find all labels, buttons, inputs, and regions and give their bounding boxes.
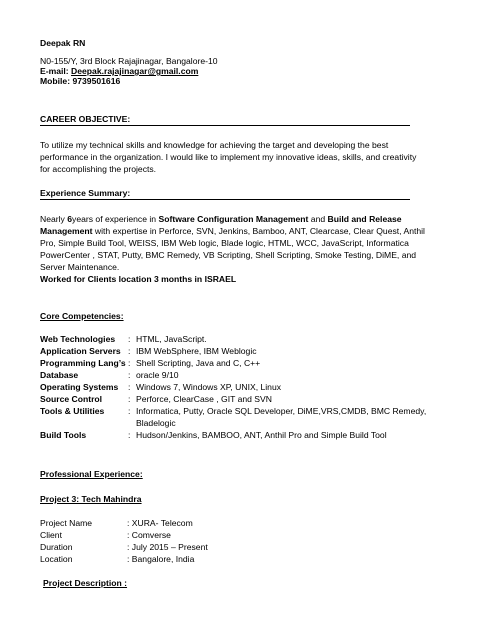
mobile: Mobile: 9739501616 (40, 76, 121, 86)
competency-label: Operating Systems (40, 382, 119, 392)
competency-label: Database (40, 370, 79, 380)
competency-label: Web Technologies (40, 334, 116, 344)
experience-line-6: Worked for Clients location 3 months in ISRAEL (40, 274, 237, 284)
exp-management: Management (40, 226, 93, 236)
exp-text: with expertise in Perforce, SVN, Jenkins, Bamboo, ANT, Clearcase, Clear Quest, Anthil (92, 226, 425, 236)
career-objective-heading: CAREER OBJECTIVE: (40, 114, 131, 124)
competency-label: Tools & Utilities (40, 406, 105, 416)
competency-colon: : (128, 406, 131, 416)
experience-summary-heading: Experience Summary: (40, 188, 131, 198)
competency-value: HTML, JavaScript. (136, 334, 207, 344)
competency-label: Application Servers (40, 346, 121, 356)
experience-line-4: PowerCenter , STAT, Putty, BMC Remedy, VB Scripting, Shell Scripting, Smoke Testing, DiME, and (40, 250, 417, 260)
address: N0-155/Y, 3rd Block Rajajinagar, Bangalore-10 (40, 56, 218, 66)
project-description-heading: Project Description : (43, 578, 128, 588)
experience-line-1 (40, 213, 402, 225)
competency-colon: : (128, 334, 131, 344)
experience-line-2 (40, 225, 425, 237)
career-line-1: To utilize my technical skills and knowledge for achieving the target and developing the best (40, 140, 389, 150)
project-field-value: : Comverse (127, 530, 171, 540)
experience-line-5: Server Maintenance. (40, 262, 120, 272)
competency-value: Hudson/Jenkins, BAMBOO, ANT, Anthil Pro and Simple Build Tool (136, 430, 387, 440)
project-field-label: Project Name (40, 518, 93, 528)
competency-value: Windows 7, Windows XP, UNIX, Linux (136, 382, 282, 392)
exp-text: Nearly (40, 214, 68, 224)
competency-colon: : (128, 382, 131, 392)
core-competencies-heading: Core Competencies: (40, 311, 124, 321)
competency-value: oracle 9/10 (136, 370, 179, 380)
candidate-name: Deepak RN (40, 38, 86, 48)
competency-colon: : (128, 346, 131, 356)
project-field-value: : Bangalore, India (127, 554, 195, 564)
competency-colon: : (128, 358, 131, 368)
competency-label: Build Tools (40, 430, 87, 440)
project-title: Project 3: Tech Mahindra (40, 494, 142, 504)
project-field-label: Client (40, 530, 62, 540)
competency-label: Programming Lang’s (40, 358, 126, 368)
project-field-value: : XURA- Telecom (127, 518, 193, 528)
email-label: E-mail: (40, 66, 72, 76)
career-divider (40, 125, 410, 126)
competency-value: Informatica, Putty, Oracle SQL Developer, DiME,VRS,CMDB, BMC Remedy, Bladelogic (136, 406, 427, 428)
competency-label: Source Control (40, 394, 103, 404)
exp-scm: Software Configuration Management (158, 214, 309, 224)
competency-value: Perforce, ClearCase , GIT and SVN (136, 394, 272, 404)
professional-experience-heading: Professional Experience: (40, 469, 143, 479)
project-field-label: Duration (40, 542, 73, 552)
experience-divider (40, 199, 410, 200)
email-link[interactable]: Deepak.rajajinagar@gmail.com (71, 66, 199, 76)
competency-value: IBM WebSphere, IBM Weblogic (136, 346, 257, 356)
competency-colon: : (128, 370, 131, 380)
exp-text: and (308, 214, 328, 224)
competency-value: Shell Scripting, Java and C, C++ (136, 358, 261, 368)
career-line-3: for accomplishing the projects. (40, 164, 157, 174)
competency-colon: : (128, 394, 131, 404)
exp-years: 6 (67, 214, 73, 224)
exp-text: years of experience in (72, 214, 159, 224)
experience-line-3: Pro, Simple Build Tool, WEISS, IBM Web logic, Blade logic, HTML, WCC, JavaScript, Informatica (40, 238, 409, 248)
exp-build-release: Build and Release (327, 214, 402, 224)
project-field-label: Location (40, 554, 73, 564)
project-field-value: : July 2015 – Present (127, 542, 208, 552)
career-line-2: performance in the organization. I would like to implement my innovative ideas, skills, and creativity (40, 152, 417, 162)
competency-colon: : (128, 430, 131, 440)
